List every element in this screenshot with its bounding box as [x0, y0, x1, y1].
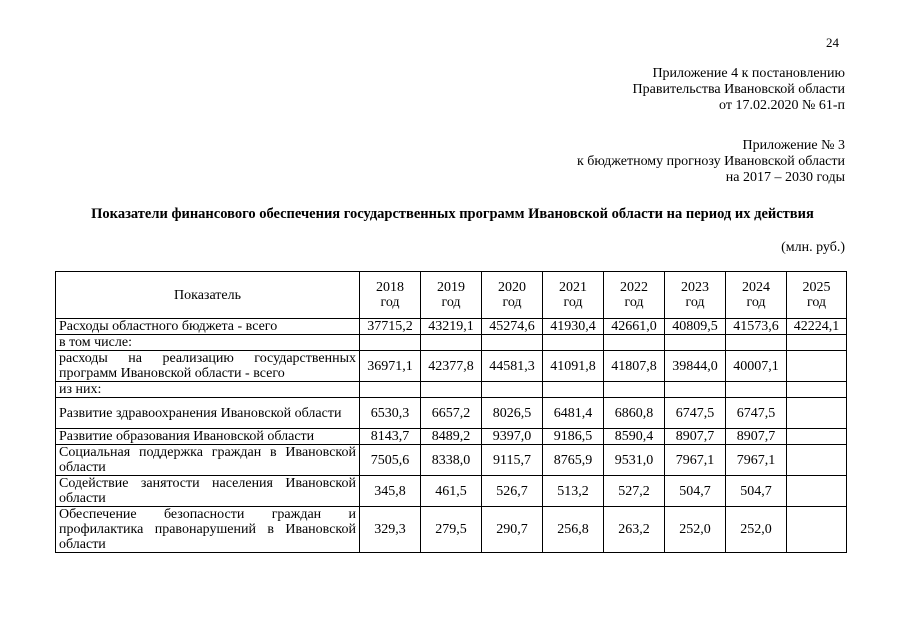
year-column-header	[726, 272, 787, 319]
value-cell: 36971,1	[360, 351, 421, 382]
value-cell	[726, 335, 787, 351]
value-cell: 526,7	[482, 476, 543, 507]
value-cell: 7505,6	[360, 445, 421, 476]
value-cell	[665, 382, 726, 398]
value-cell: 41930,4	[543, 319, 604, 335]
value-cell: 290,7	[482, 507, 543, 553]
year-label: 2020	[498, 280, 526, 295]
table-row	[56, 382, 847, 398]
value-cell: 9531,0	[604, 445, 665, 476]
year-label: 2023	[681, 280, 709, 295]
value-cell: 8907,7	[665, 429, 726, 445]
year-column-header	[360, 272, 421, 319]
header-line: Приложение 4 к постановлению	[652, 66, 845, 81]
value-cell: 42661,0	[604, 319, 665, 335]
value-cell: 41573,6	[726, 319, 787, 335]
value-cell	[543, 335, 604, 351]
units-label: (млн. руб.)	[781, 240, 845, 255]
value-cell: 8590,4	[604, 429, 665, 445]
header-line: от 17.02.2020 № 61-п	[719, 98, 845, 113]
value-cell	[787, 335, 847, 351]
value-cell	[787, 445, 847, 476]
appendix-header-forecast	[577, 138, 845, 186]
year-column-header	[482, 272, 543, 319]
value-cell	[787, 507, 847, 553]
value-cell: 7967,1	[726, 445, 787, 476]
value-cell: 252,0	[726, 507, 787, 553]
year-column-header	[665, 272, 726, 319]
value-cell: 6530,3	[360, 398, 421, 429]
value-cell	[726, 382, 787, 398]
row-label: из них:	[56, 382, 360, 398]
row-label: Содействие занятости населения Ивановской области	[56, 476, 360, 507]
value-cell	[604, 382, 665, 398]
value-cell: 41807,8	[604, 351, 665, 382]
value-cell: 43219,1	[421, 319, 482, 335]
header-line: на 2017 – 2030 годы	[725, 170, 845, 185]
value-cell: 252,0	[665, 507, 726, 553]
indicator-column-header: Показатель	[56, 272, 360, 319]
value-cell: 42377,8	[421, 351, 482, 382]
table-row	[56, 445, 847, 476]
table-row	[56, 335, 847, 351]
year-label: 2021	[559, 280, 587, 295]
value-cell: 256,8	[543, 507, 604, 553]
year-column-header	[604, 272, 665, 319]
value-cell: 44581,3	[482, 351, 543, 382]
header-line: к бюджетному прогнозу Ивановской области	[576, 154, 845, 169]
year-word: год	[380, 295, 400, 310]
value-cell: 345,8	[360, 476, 421, 507]
year-word: год	[685, 295, 705, 310]
value-cell: 527,2	[604, 476, 665, 507]
table-row	[56, 398, 847, 429]
value-cell: 513,2	[543, 476, 604, 507]
value-cell	[787, 351, 847, 382]
header-line: Правительства Ивановской области	[632, 82, 845, 97]
value-cell: 504,7	[726, 476, 787, 507]
row-label: Социальная поддержка граждан в Ивановской области	[56, 445, 360, 476]
value-cell: 8907,7	[726, 429, 787, 445]
year-word: год	[746, 295, 766, 310]
year-column-header	[421, 272, 482, 319]
value-cell: 8489,2	[421, 429, 482, 445]
value-cell: 45274,6	[482, 319, 543, 335]
value-cell: 8143,7	[360, 429, 421, 445]
value-cell	[665, 335, 726, 351]
row-label: расходы на реализацию государственных программ Ивановской области - всего	[56, 351, 360, 382]
table-row	[56, 351, 847, 382]
value-cell: 6657,2	[421, 398, 482, 429]
value-cell	[543, 382, 604, 398]
value-cell	[604, 335, 665, 351]
value-cell: 39844,0	[665, 351, 726, 382]
document-title: Показатели финансового обеспечения государственных программ Ивановской области на период их действия	[91, 206, 814, 222]
year-word: год	[441, 295, 461, 310]
financial-table	[55, 271, 847, 553]
year-column-header	[543, 272, 604, 319]
year-label: 2022	[620, 280, 648, 295]
value-cell	[360, 335, 421, 351]
year-word: год	[563, 295, 583, 310]
value-cell: 7967,1	[665, 445, 726, 476]
row-label: Расходы областного бюджета - всего	[56, 319, 360, 335]
value-cell: 8765,9	[543, 445, 604, 476]
value-cell: 6747,5	[665, 398, 726, 429]
table-row	[56, 429, 847, 445]
value-cell: 8026,5	[482, 398, 543, 429]
year-word: год	[806, 295, 827, 310]
value-cell	[787, 429, 847, 445]
value-cell: 9186,5	[543, 429, 604, 445]
value-cell: 329,3	[360, 507, 421, 553]
year-label: 2019	[437, 280, 465, 295]
value-cell: 6860,8	[604, 398, 665, 429]
value-cell: 41091,8	[543, 351, 604, 382]
year-label: 2025	[802, 280, 831, 295]
value-cell: 263,2	[604, 507, 665, 553]
year-column-header	[787, 272, 847, 319]
value-cell	[787, 382, 847, 398]
value-cell	[360, 382, 421, 398]
value-cell: 40007,1	[726, 351, 787, 382]
table-row	[56, 507, 847, 553]
value-cell: 42224,1	[787, 319, 847, 335]
value-cell	[787, 398, 847, 429]
value-cell: 40809,5	[665, 319, 726, 335]
value-cell: 9397,0	[482, 429, 543, 445]
value-cell: 6481,4	[543, 398, 604, 429]
table-header-row	[56, 272, 847, 319]
table-row	[56, 476, 847, 507]
row-label: Развитие образования Ивановской области	[56, 429, 360, 445]
value-cell: 37715,2	[360, 319, 421, 335]
value-cell	[787, 476, 847, 507]
table-row	[56, 319, 847, 335]
value-cell: 8338,0	[421, 445, 482, 476]
value-cell	[482, 335, 543, 351]
value-cell: 9115,7	[482, 445, 543, 476]
page-number: 24	[826, 35, 839, 50]
row-label: в том числе:	[56, 335, 360, 351]
year-label: 2024	[742, 280, 770, 295]
year-word: год	[502, 295, 522, 310]
value-cell	[482, 382, 543, 398]
value-cell: 279,5	[421, 507, 482, 553]
row-label: Обеспечение безопасности граждан и профилактика правонарушений в Ивановской области	[56, 507, 360, 553]
header-line: Приложение № 3	[742, 138, 845, 153]
value-cell: 6747,5	[726, 398, 787, 429]
value-cell	[421, 335, 482, 351]
row-label: Развитие здравоохранения Ивановской области	[56, 398, 360, 429]
appendix-header-resolution	[633, 66, 845, 114]
value-cell	[421, 382, 482, 398]
value-cell: 504,7	[665, 476, 726, 507]
year-label: 2018	[376, 280, 404, 295]
year-word: год	[624, 295, 644, 310]
value-cell: 461,5	[421, 476, 482, 507]
